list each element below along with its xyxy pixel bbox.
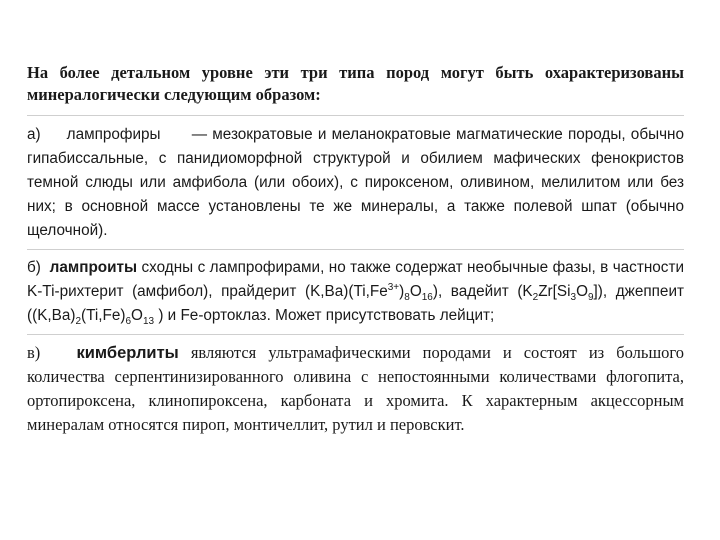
document-page <box>27 62 684 437</box>
divider <box>27 115 684 116</box>
item-c <box>27 341 684 437</box>
item-a-term: лампрофиры <box>66 126 161 143</box>
item-b <box>27 256 684 328</box>
item-a <box>27 123 684 243</box>
item-a-text: — мезократовые и меланократовые магматические породы, обычно гипабиссальные, с панидиоморфной структурой и обилием мафических фенокристов темной слюды или амфибола (или обоих), с пироксеном, оливином, мелилитом или без них; в основной массе установлены те же минералы, а также полевой шпат (обычно щелочной). <box>27 126 685 239</box>
item-c-text: являются ультрамафическими породами и состоят из большого количества серпентинизированного оливина с непостоянными количествами флогопита, ортопироксена, клинопироксена, карбоната и хромита. К характерным акцессорным минералам относятся пироп, монтичеллит, рутил и перовскит. <box>27 343 685 434</box>
item-b-marker: б) <box>27 259 41 276</box>
item-c-marker: в) <box>27 343 41 362</box>
item-b-term: лампроиты <box>49 259 138 276</box>
divider <box>27 334 684 335</box>
item-a-marker: а) <box>27 126 41 143</box>
heading: На более детальном уровне эти три типа пород могут быть охарактеризованы минералогически следующим образом: <box>27 63 684 104</box>
divider <box>27 249 684 250</box>
item-b-text: сходны с лампрофирами, но также содержат необычные фазы, в частности K-Ti-рихтерит (амфибол), прайдерит $(K,Ba)(Ti,Fe^{3+})_8O_{16}$), вадейит $(K_2Zr[Si_3O_9])$, джеппеит ($(K,Ba)_2(Ti,Fe)_6O_{13}$ ) и Fe-ортоклаз. Может присутствовать лейцит; <box>27 259 684 328</box>
item-c-term: кимберлиты <box>76 344 179 362</box>
